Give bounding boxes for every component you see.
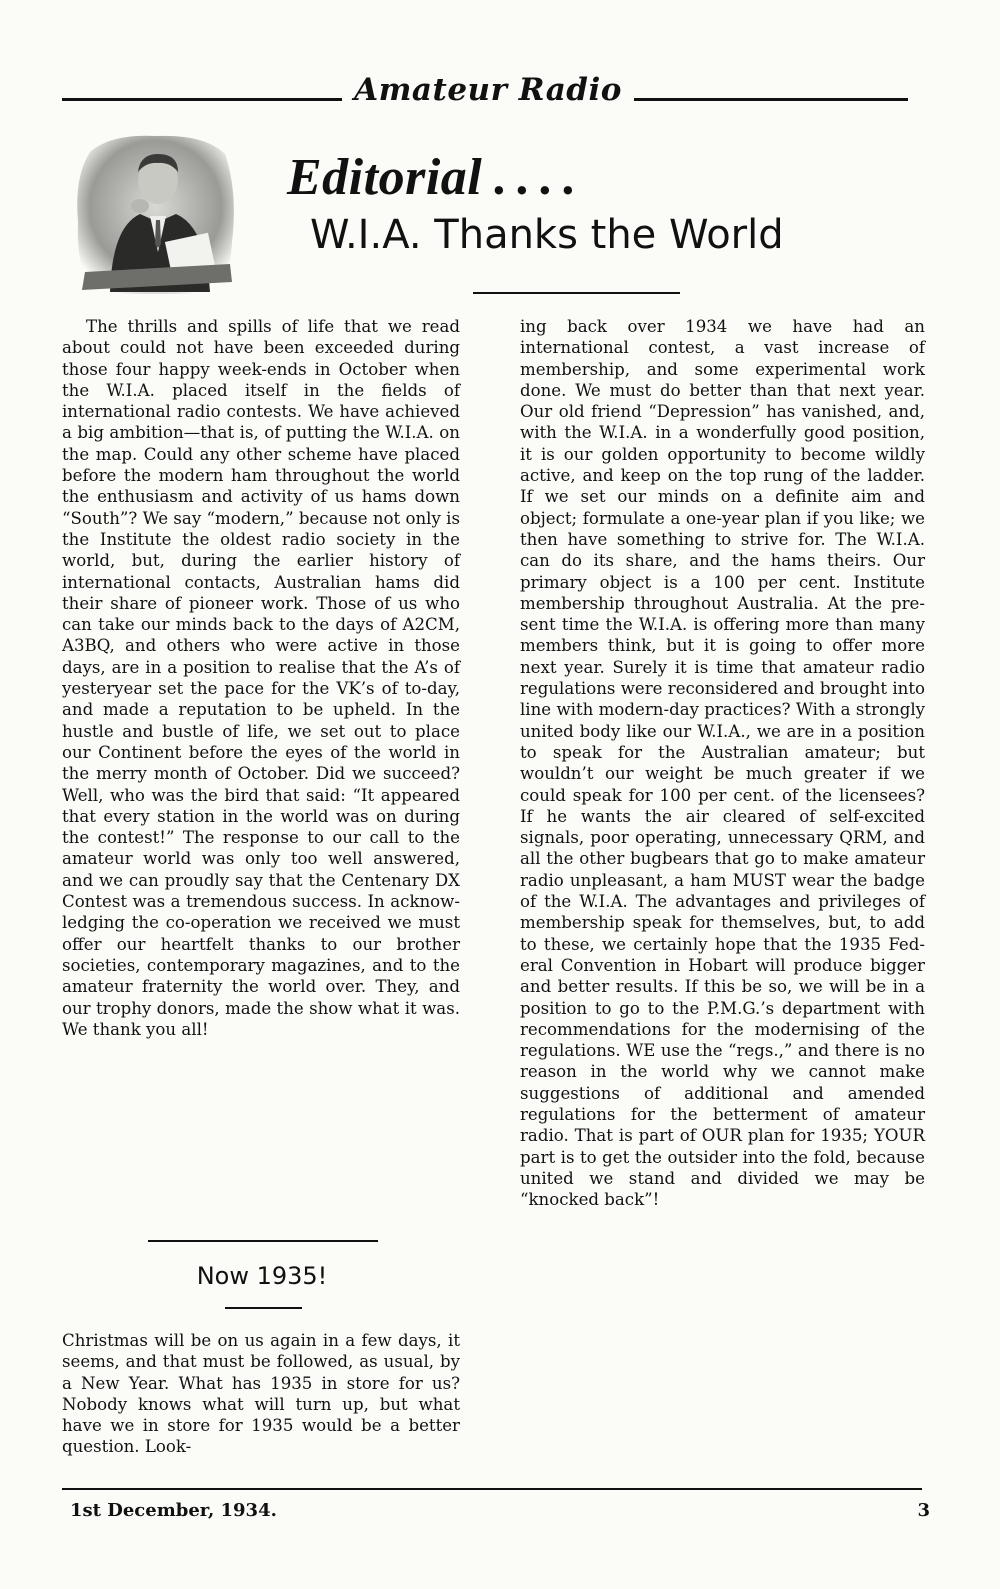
footer-divider <box>62 1488 922 1490</box>
article-column-right <box>520 316 925 1210</box>
masthead-title: Amateur Radio <box>354 72 622 108</box>
article-subheading: W.I.A. Thanks the World <box>310 212 784 258</box>
article-right-paragraph: ing back over 1934 we have had an international contest, a vast increase of membership, and some experimental work done. We must do better than that next year. Our old friend “Depression” has vanished, and, with the W.I.A. in a wonderfully good position, it is our golden opportunity to become wildly active, and keep on the top rung of the ladder. If we set our minds on a definite aim and object; formulate a one-year plan if you like; we then have something to strive for. The W.I.A. can do its share, and the hams theirs. Our primary object is a 100 per cent. Institute membership throughout Australia. At the present time the W.I.A. is offering more than many members think, but it is going to offer more next year. Surely it is time that amateur radio regulations were reconsidered and brought into line with modern-day practices? With a strongly united body like our W.I.A., we are in a position to speak for the Australian amateur; but wouldn’t our weight be much greater if we could speak for 100 per cent. of the licensees? If he wants the air cleared of self-excited signals, poor operating, unnecessary QRM, and all the other bugbears that go to make amateur radio unpleasant, a ham MUST wear the badge of the W.I.A. The advantages and privileges of membership speak for themselves, but, to add to these, we certainly hope that the 1935 Federal Convention in Hobart will produce bigger and better results. If this be so, we will be in a position to go to the P.M.G.’s department with recommendations for the modernising of the regulations. WE use the “regs.,” and there is no reason in the world why we cannot make suggestions of additional and amended regulations for the betterment of amateur radio. That is part of OUR plan for 1935; YOUR part is to get the outsider into the fold, because united we stand and divided we may be “knocked back”! <box>520 317 926 1210</box>
page-number: 3 <box>917 1500 930 1521</box>
editor-portrait-image <box>70 132 240 297</box>
article-heading-text: Editorial <box>287 149 483 206</box>
article-heading <box>287 148 907 207</box>
section-now-divider <box>225 1307 302 1309</box>
masthead-rule-left <box>62 98 342 101</box>
masthead <box>62 72 908 122</box>
article-column-left <box>62 316 460 1040</box>
heading-divider <box>473 292 680 294</box>
section-now-heading: Now 1935! <box>196 1262 328 1290</box>
section-now-paragraph: Christmas will be on us again in a few days, it seems, and that must be followed, as usual, by a New Year. What has 1935 in store for us? Nobody knows what will turn up, but what have we in store for 1935 would be a better question. Look- <box>62 1331 460 1457</box>
section-now-column <box>62 1330 460 1458</box>
article-heading-dots: .... <box>494 149 587 206</box>
article-left-paragraph: The thrills and spills of life that we read about could not have been exceeded during those four happy week-ends in October when the W.I.A. placed itself in the fields of international radio contests. We have achieved a big ambition—that is, of putting the W.I.A. on the map. Could any other scheme have placed before the modern ham throughout the world the enthusiasm and activity of us hams down “South”? We say “modern,” because not only is the Institute the oldest radio society in the world, but, during the earlier history of international contacts, Australian hams did their share of pioneer work. Those of us who can take our minds back to the days of A2CM, A3BQ, and others who were active in those days, are in a position to realise that the A’s of yesteryear set the pace for the VK’s of to-day, and made a reputation to be upheld. In the hustle and bustle of life, we set out to place our Continent before the eyes of the world in the merry month of October. Did we succeed? Well, who was the bird that said: “It appeared that every station in the world was on during the contest!” The response to our call to the amateur world was only too well answered, and we can proudly say that the Centenary DX Contest was a tremendous success. In acknowledging the co-operation we received we must offer our heartfelt thanks to our brother societies, contemporary magazines, and to the amateur fraternity the world over. They, and our trophy donors, made the show what it was. We thank you all! <box>62 317 460 1039</box>
footer-date: 1st December, 1934. <box>70 1500 277 1521</box>
section-divider <box>148 1240 378 1242</box>
masthead-rule-right <box>634 98 908 101</box>
